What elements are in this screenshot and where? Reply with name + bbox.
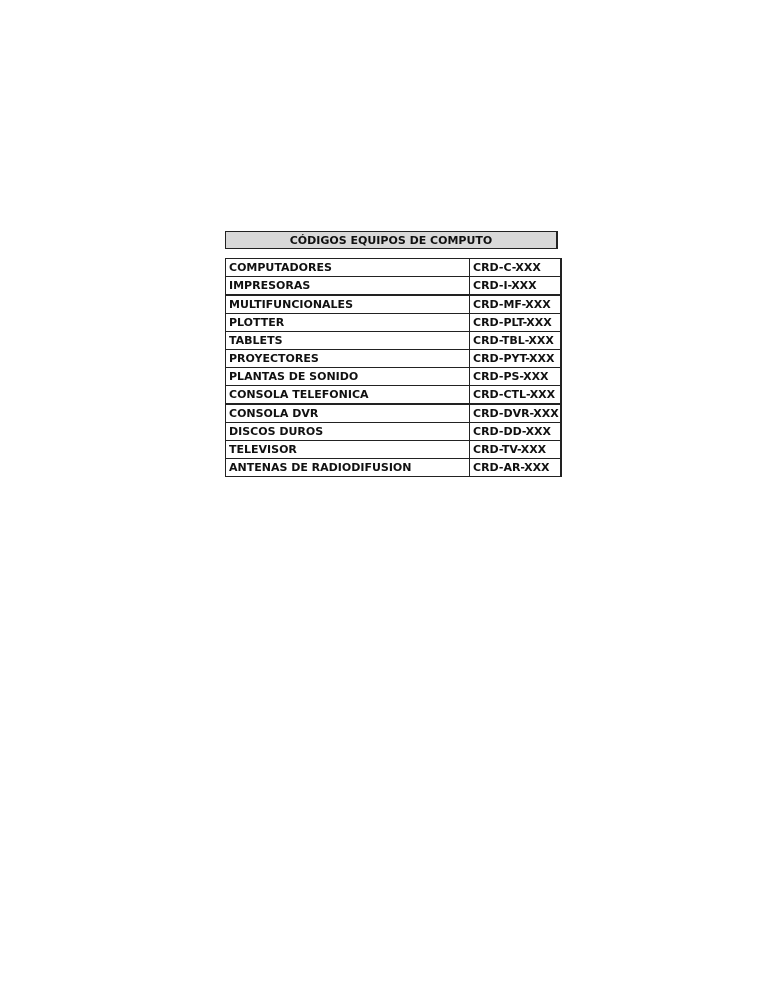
table-row <box>226 259 562 277</box>
table-row <box>226 314 562 332</box>
equipment-name: PLOTTER <box>226 314 470 332</box>
table-title: CÓDIGOS EQUIPOS DE COMPUTO <box>225 231 558 249</box>
equipment-code: CRD-DVR-XXX <box>470 404 562 423</box>
equipment-code: CRD-DD-XXX <box>470 423 562 441</box>
equipment-name: ANTENAS DE RADIODIFUSION <box>226 459 470 477</box>
equipment-name: IMPRESORAS <box>226 277 470 296</box>
table-row <box>226 386 562 405</box>
table-row <box>226 441 562 459</box>
equipment-codes-table <box>225 258 562 477</box>
equipment-code: CRD-PLT-XXX <box>470 314 562 332</box>
table-row <box>226 404 562 423</box>
equipment-code: CRD-PYT-XXX <box>470 350 562 368</box>
table-row <box>226 459 562 477</box>
equipment-code: CRD-C-XXX <box>470 259 562 277</box>
equipment-name: TELEVISOR <box>226 441 470 459</box>
table-row <box>226 350 562 368</box>
equipment-code: CRD-TBL-XXX <box>470 332 562 350</box>
equipment-name: DISCOS DUROS <box>226 423 470 441</box>
table-row <box>226 277 562 296</box>
equipment-name: COMPUTADORES <box>226 259 470 277</box>
equipment-code: CRD-CTL-XXX <box>470 386 562 405</box>
equipment-name: PROYECTORES <box>226 350 470 368</box>
equipment-code: CRD-MF-XXX <box>470 295 562 314</box>
table-row <box>226 295 562 314</box>
equipment-code: CRD-PS-XXX <box>470 368 562 386</box>
equipment-name: CONSOLA DVR <box>226 404 470 423</box>
equipment-name: PLANTAS DE SONIDO <box>226 368 470 386</box>
table-row <box>226 423 562 441</box>
table-row <box>226 332 562 350</box>
equipment-code: CRD-TV-XXX <box>470 441 562 459</box>
equipment-code: CRD-AR-XXX <box>470 459 562 477</box>
equipment-name: MULTIFUNCIONALES <box>226 295 470 314</box>
equipment-name: CONSOLA TELEFONICA <box>226 386 470 405</box>
table-row <box>226 368 562 386</box>
equipment-code: CRD-I-XXX <box>470 277 562 296</box>
equipment-name: TABLETS <box>226 332 470 350</box>
